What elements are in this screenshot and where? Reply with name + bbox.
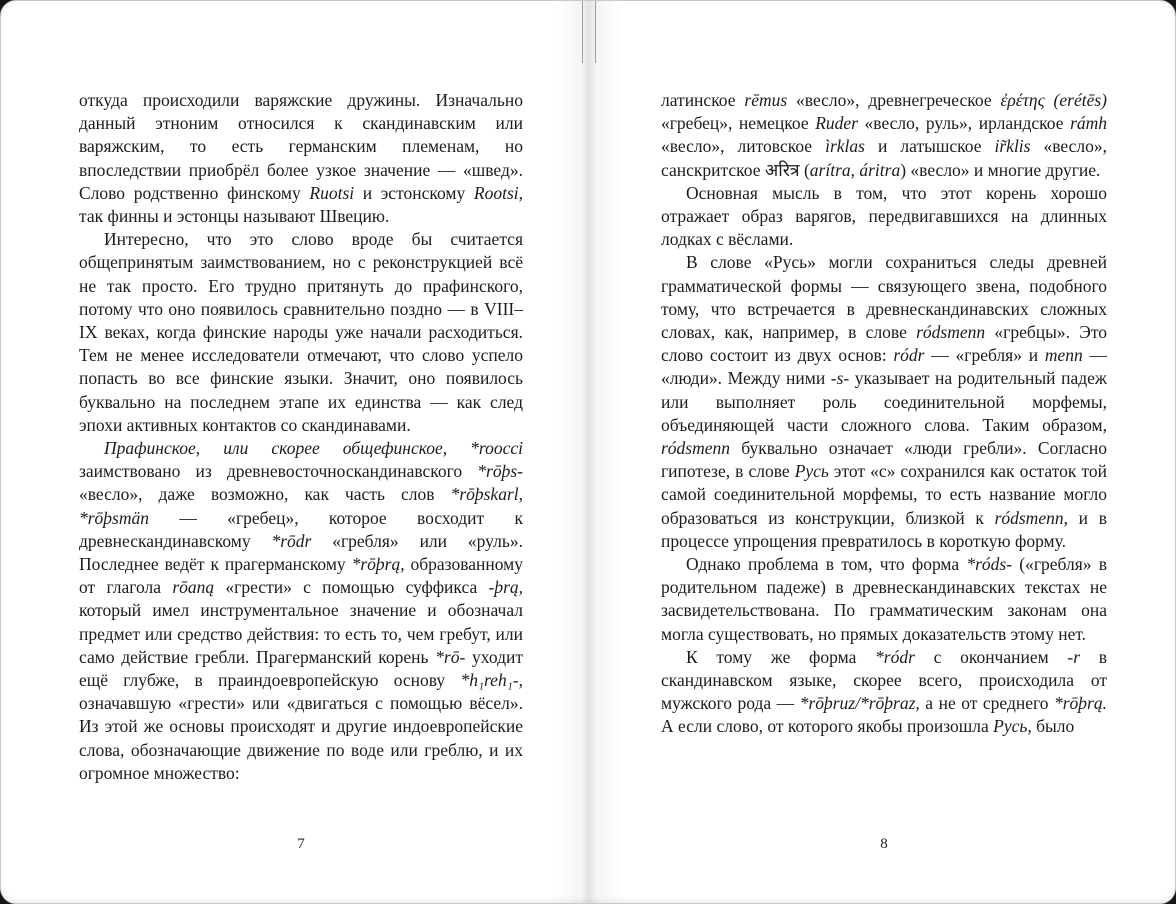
text-run: В слове «Русь» могли сохраниться следы древней грамматической формы — связующего звена, подобного тому, что встречается в древнескандинавских сложных словах, как, например, в слове — [661, 252, 1107, 343]
italic-term: Ruotsi — [309, 182, 355, 203]
paragraph — [661, 182, 1107, 252]
text-run: «весло, руль», ирландское — [857, 113, 1071, 134]
paragraph — [661, 251, 1107, 553]
italic-term: *rōþrą, — [351, 554, 405, 575]
italic-term: *rōþrą. — [1054, 693, 1107, 714]
italic-term: -r — [1067, 646, 1081, 667]
paragraph — [661, 89, 1107, 182]
italic-term: Прафинское, или скорее общефинское, *roocci — [104, 438, 523, 459]
text-run: латинское — [661, 90, 745, 110]
italic-term: Rootsi — [473, 182, 519, 203]
italic-term: *rōþs- — [477, 461, 523, 482]
paragraph — [79, 437, 523, 785]
italic-term: ródsmenn — [994, 507, 1064, 528]
page-right-text — [661, 89, 1107, 821]
page-number-left: 7 — [297, 836, 305, 852]
text-run: , так финны и эстонцы называют Швецию. — [79, 182, 523, 227]
text-run: в скандинавском языке, скорее всего, происходила от мужского рода — — [661, 646, 1107, 714]
italic-term: *h₁reh₁-, — [460, 670, 523, 691]
text-run: «весло», древнегреческое — [787, 90, 1001, 110]
italic-term: rámh — [1070, 113, 1107, 134]
italic-term: rōaną — [172, 577, 215, 598]
text-run: который имел инструментальное значение и обозначал предмет или средство действия: то есть то, чем гребут, или само действие гребли. Прагерманский корень — [79, 600, 523, 667]
italic-term: *rōþskarl, *rōþsmän — [79, 484, 523, 528]
text-run: «гребцы». Это слово состоит из двух основ: — [661, 322, 1107, 366]
italic-term: ródsmenn — [916, 322, 986, 343]
text-run: К тому же форма — [686, 646, 876, 667]
text-run: Основная мысль в том, что этот корень хорошо отражает образ варягов, передвигавшихся на длинных лодках с вёслами. — [661, 182, 1107, 250]
italic-term: Ruder — [815, 113, 858, 134]
text-run: откуда происходили варяжские дружины. Изначально данный этноним относился к скандинавским или варяжским, то есть германским племенам, но впоследствии приобрёл более узкое значение — «швед». Слово родственно финскому — [79, 90, 523, 203]
italic-term: Русь — [794, 461, 829, 482]
text-run: «весло», санскритское अरित्र ( — [661, 136, 1107, 180]
italic-term: ródsmenn — [661, 438, 731, 459]
page-right — [589, 1, 1176, 903]
italic-term: -s- — [830, 368, 850, 389]
text-run: «весло», литовское — [661, 136, 826, 157]
text-run: образованному от глагола — [79, 554, 523, 598]
italic-term: *ródr — [875, 646, 915, 667]
text-run: — «люди». Между ними — [661, 345, 1107, 389]
text-run: Однако проблема в том, что форма — [686, 554, 967, 575]
text-run: — «гребля» и — [924, 345, 1045, 366]
text-run: уходит ещё глубже, в праиндоевропейскую основу — [79, 646, 523, 691]
italic-term: *rōþruz/*rōþraz, — [799, 693, 920, 714]
paragraph — [79, 228, 523, 437]
text-run: Интересно, что это слово вроде бы считается общепринятым заимствованием, но с реконструкцией всё не так просто. Его трудно притянуть до прафинского, потому что оно появилось сравнительно поздно — в VIII–IX веках, когда финские народы уже начали расходиться. Тем не менее исследователи отмечают, что слово успело попасть во все финские языки. Значит, оно появилось буквально на последнем этапе их единства — как след эпохи активных контактов со скандинавами. — [79, 229, 523, 435]
paragraph — [661, 553, 1107, 646]
text-run: («гребля» в родительном падеже) в древнескандинавских текстах не засвидетельствована. По грамматическим законам она могла существовать, но прямых доказательств этому нет. — [661, 554, 1107, 644]
text-run: «гребля» или «руль». Последнее ведёт к прагерманскому — [79, 530, 523, 575]
italic-term: ἐρέτης (erétēs) — [1000, 90, 1107, 110]
italic-term: *rōdr — [271, 530, 312, 551]
page-number-right: 8 — [880, 836, 888, 852]
text-run: «гребец», немецкое — [661, 113, 816, 134]
text-run: указывает на родительный падеж или выполняет роль соединительной морфемы, объединяющей части сложного слова. Таким образом, — [661, 368, 1107, 435]
italic-term: *rō- — [435, 646, 466, 667]
page-left — [1, 1, 589, 903]
text-run: этот «с» сохранился как остаток той самой соединительной морфемы, то есть название могло образоваться из конструкции, близкой к — [661, 461, 1107, 528]
italic-term: arítra, áritra — [809, 159, 901, 180]
text-run: буквально означает «люди гребли». Согласно гипотезе, в слове — [661, 438, 1107, 482]
text-run: «весло», даже возможно, как часть слов — [79, 484, 451, 505]
italic-term: ir̃klis — [994, 136, 1031, 157]
paragraph — [79, 89, 523, 228]
italic-term: rēmus — [744, 90, 788, 110]
text-run: с окончанием — [914, 646, 1068, 667]
text-run: было — [1031, 716, 1075, 737]
text-run: А если слово, от которого якобы произошла — [661, 716, 994, 737]
text-run: ) «весло» и многие другие. — [900, 159, 1101, 180]
paragraph — [661, 646, 1107, 739]
text-run: , и в процессе упрощения превратилось в короткую форму. — [661, 507, 1107, 551]
italic-term: menn — [1044, 345, 1083, 366]
text-run: а не от среднего — [919, 693, 1054, 714]
italic-term: -þrą, — [488, 577, 523, 598]
italic-term: *róds- — [966, 554, 1013, 575]
text-run: и латышское — [864, 136, 995, 157]
page-left-text — [79, 89, 523, 821]
text-run: «грести» с помощью суффикса — [214, 577, 489, 598]
italic-term: ródr — [893, 345, 925, 366]
text-run: — «гребец», которое восходит к древнескандинавскому — [79, 507, 523, 551]
text-run: и эстонскому — [354, 182, 474, 203]
italic-term: ìrklas — [825, 136, 865, 157]
text-run: означавшую «грести» или «двигаться с помощью вёсел». Из этой же основы происходят и другие индоевропейские слова, обозначающие движение по воде или греблю, и их огромное множество: — [79, 693, 523, 783]
text-run: заимствовано из древневосточноскандинавского — [79, 461, 478, 482]
italic-term: Русь, — [993, 716, 1032, 737]
